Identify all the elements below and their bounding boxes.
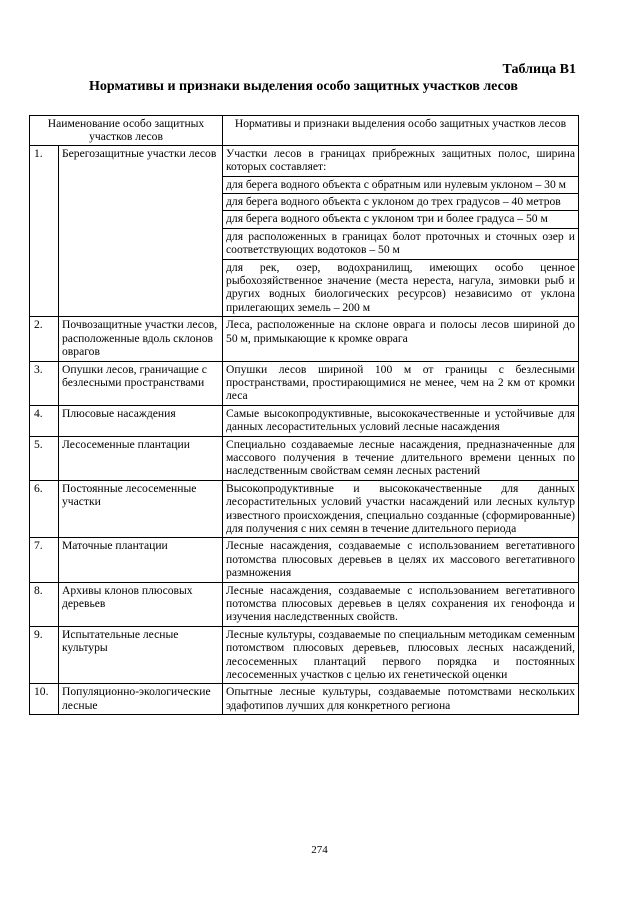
row-name: Опушки лесов, граничащие с безлесными пространствами xyxy=(59,361,223,405)
row-name: Испытательные лесные культуры xyxy=(59,626,223,684)
table-row xyxy=(30,684,579,715)
row-norm: для рек, озер, водохранилищ, имеющих особо ценное рыбохозяйственное значение (места нереста, нагула, зимовки рыб и других водных биологических ресурсов) независимо от уклона прилегающих земель – 200 м xyxy=(223,259,579,317)
row-name: Лесосеменные плантации xyxy=(59,436,223,480)
row-name: Берегозащитные участки лесов xyxy=(59,145,223,316)
row-number: 5. xyxy=(30,436,59,480)
row-norm: для берега водного объекта с уклоном три и более градуса – 50 м xyxy=(223,211,579,228)
row-number: 1. xyxy=(30,145,59,316)
row-number: 4. xyxy=(30,405,59,436)
row-norm: для расположенных в границах болот проточных и сточных озер и соответствующих водотоков – 50 м xyxy=(223,228,579,259)
row-norm: для берега водного объекта с уклоном до трех градусов – 40 метров xyxy=(223,194,579,211)
row-norm: для берега водного объекта с обратным или нулевым уклоном – 30 м xyxy=(223,176,579,193)
row-number: 3. xyxy=(30,361,59,405)
row-name: Маточные плантации xyxy=(59,538,223,582)
row-norm: Лесные культуры, создаваемые по специальным методикам семенным потомством плюсовых деревьев, плюсовых лесных насаждений, лесосеменных плантаций первого порядка и постоянных лесосеменных участков с целью их генетической оценки xyxy=(223,626,579,684)
table-header-row xyxy=(30,116,579,146)
table-row xyxy=(30,626,579,684)
row-name: Архивы клонов плюсовых деревьев xyxy=(59,582,223,626)
row-norm: Специально создаваемые лесные насаждения, предназначенные для массового получения в течение длительного времени ценных по наследственным свойствам семян лесных растений xyxy=(223,436,579,480)
row-norm: Леса, расположенные на склоне оврага и полосы лесов шириной до 50 м, примыкающие к кромке оврага xyxy=(223,317,579,361)
row-name: Почвозащитные участки лесов, расположенные вдоль склонов оврагов xyxy=(59,317,223,361)
row-number: 8. xyxy=(30,582,59,626)
document-page xyxy=(29,62,578,715)
row-name: Плюсовые насаждения xyxy=(59,405,223,436)
table-row xyxy=(30,317,579,361)
row-norm: Опушки лесов шириной 100 м от границы с безлесными пространствами, простирающимися не менее, чем на 2 км от кромки леса xyxy=(223,361,579,405)
row-number: 9. xyxy=(30,626,59,684)
row-norm: Самые высокопродуктивные, высококачественные и устойчивые для данных лесорастительных условий лесные насаждения xyxy=(223,405,579,436)
table-row xyxy=(30,538,579,582)
row-name: Популяционно-экологические лесные xyxy=(59,684,223,715)
table-row xyxy=(30,582,579,626)
table-row xyxy=(30,361,579,405)
row-norm: Высокопродуктивные и высококачественные для данных лесорастительных условий участки насаждений или лесных культур известного происхождения, специально созданные (сформированные) для получения с них семян в течение длительного периода xyxy=(223,480,579,538)
table-row xyxy=(30,145,579,176)
table-row xyxy=(30,436,579,480)
row-number: 6. xyxy=(30,480,59,538)
row-number: 2. xyxy=(30,317,59,361)
table-row xyxy=(30,480,579,538)
table-title: Нормативы и признаки выделения особо защитных участков лесов xyxy=(88,79,518,94)
row-norm: Участки лесов в границах прибрежных защитных полос, ширина которых составляет: xyxy=(223,145,579,176)
row-norm: Лесные насаждения, создаваемые с использованием вегетативного потомства плюсовых деревьев в целях сохранения их генофонда и изучения наследственных свойств. xyxy=(223,582,579,626)
row-norm: Лесные насаждения, создаваемые с использованием вегетативного потомства плюсовых деревьев в целях их массового вегетативного размножения xyxy=(223,538,579,582)
row-name: Постоянные лесосеменные участки xyxy=(59,480,223,538)
header-norm: Нормативы и признаки выделения особо защитных участков лесов xyxy=(223,116,579,146)
page-number: 274 xyxy=(311,844,328,856)
norms-table xyxy=(29,115,579,715)
row-norm: Опытные лесные культуры, создаваемые потомствами нескольких эдафотипов лучших для конкретного региона xyxy=(223,684,579,715)
row-number: 10. xyxy=(30,684,59,715)
table-row xyxy=(30,405,579,436)
table-body xyxy=(30,145,579,714)
header-name: Наименование особо защитных участков лесов xyxy=(30,116,223,146)
row-number: 7. xyxy=(30,538,59,582)
table-label: Таблица В1 xyxy=(502,62,576,77)
